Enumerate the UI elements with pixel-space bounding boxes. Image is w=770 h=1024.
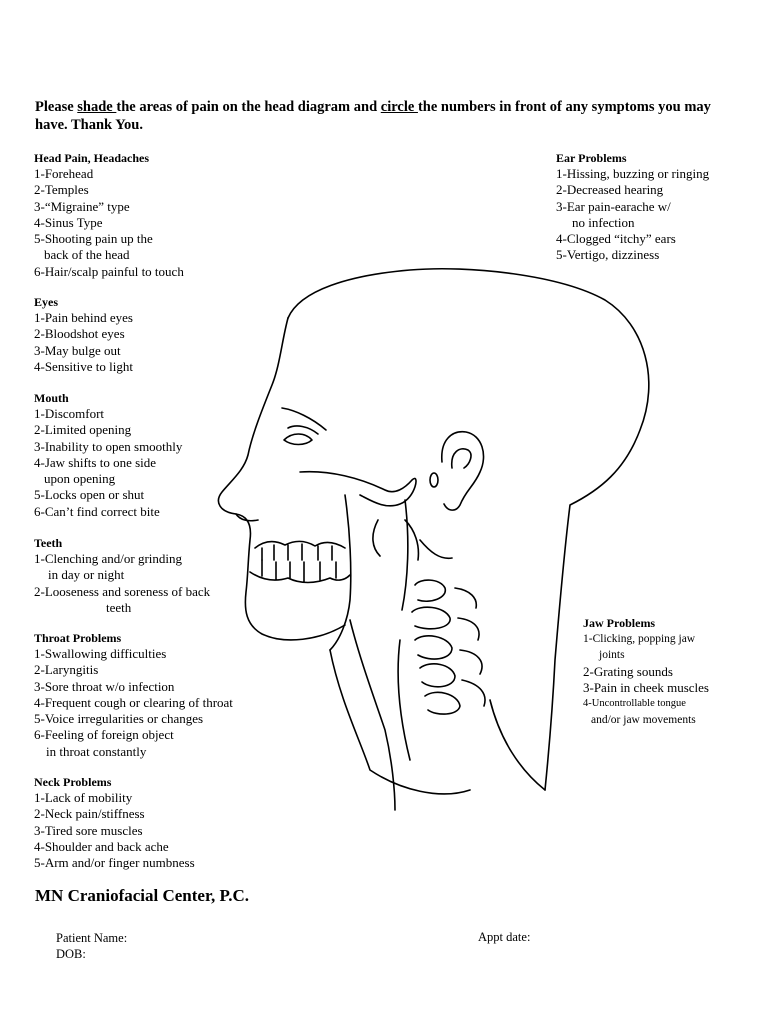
upper-teeth: [255, 541, 345, 560]
instructions: Please shade the areas of pain on the head diagram and circle the numbers in front of any symptoms you may have. Thank You.: [35, 99, 711, 133]
teeth-section: [34, 535, 210, 616]
jaw-item-4[interactable]: 4-Uncontrollable tongue: [583, 698, 686, 710]
throat: [350, 620, 410, 810]
mouth-item-2[interactable]: 2-Limited opening: [34, 422, 132, 438]
cheek-bone: [300, 472, 416, 506]
head-pain-item-1[interactable]: 1-Forehead: [34, 166, 94, 181]
jaw-item-4-cont: and/or jaw movements: [591, 714, 696, 727]
eyes-item-1[interactable]: 1-Pain behind eyes: [34, 310, 133, 325]
appt-date-label[interactable]: Appt date:: [478, 930, 531, 944]
ear-item-4[interactable]: 4-Clogged “itchy” ears: [556, 231, 676, 247]
jaw-section: [583, 615, 709, 729]
mouth-item-6[interactable]: 6-Can’t find correct bite: [34, 503, 160, 519]
head-pain-item-5[interactable]: 5-Shooting pain up the: [34, 231, 153, 247]
mouth-item-5[interactable]: 5-Locks open or shut: [34, 487, 145, 503]
teeth-item-2[interactable]: 2-Looseness and soreness of back: [34, 583, 211, 599]
mouth-item-1[interactable]: 1-Discomfort: [34, 406, 105, 421]
eyes-item-4[interactable]: 4-Sensitive to light: [34, 358, 133, 374]
jaw-item-3[interactable]: 3-Pain in cheek muscles: [583, 679, 709, 695]
circle-word: circle: [380, 99, 418, 115]
neck-front: [330, 650, 470, 794]
lower-teeth: [250, 560, 350, 583]
eyes-item-2[interactable]: 2-Bloodshot eyes: [34, 326, 125, 342]
teeth-title: Teeth: [34, 536, 63, 550]
jaw-item-1[interactable]: 1-Clicking, popping jaw: [583, 633, 696, 645]
ear-item-2[interactable]: 2-Decreased hearing: [556, 182, 664, 198]
eyes-item-3[interactable]: 3-May bulge out: [34, 342, 121, 358]
throat-item-4[interactable]: 4-Frequent cough or clearing of throat: [34, 694, 233, 710]
neck-section: [34, 774, 195, 871]
head-pain-title: Head Pain, Headaches: [34, 151, 150, 165]
throat-section: [34, 630, 233, 760]
throat-item-5[interactable]: 5-Voice irregularities or changes: [34, 711, 204, 727]
mouth-section: [34, 390, 182, 520]
head-pain-section: [34, 150, 184, 280]
mouth-item-4[interactable]: 4-Jaw shifts to one side: [34, 454, 157, 470]
head-pain-item-2[interactable]: 2-Temples: [34, 182, 89, 198]
ear-item-5[interactable]: 5-Vertigo, dizziness: [556, 247, 660, 263]
jaw-title: Jaw Problems: [583, 616, 656, 630]
neck-item-1[interactable]: 1-Lack of mobility: [34, 790, 133, 805]
shade-word: shade: [77, 99, 117, 115]
clinic-name: MN Craniofacial Center, P.C.: [35, 886, 250, 905]
teeth-item-1-cont: in day or night: [48, 567, 125, 583]
head-pain-item-4[interactable]: 4-Sinus Type: [34, 214, 103, 230]
neck-item-4[interactable]: 4-Shoulder and back ache: [34, 838, 169, 854]
throat-item-1[interactable]: 1-Swallowing difficulties: [34, 646, 167, 661]
mouth-item-3[interactable]: 3-Inability to open smoothly: [34, 438, 183, 454]
ear-item-1[interactable]: 1-Hissing, buzzing or ringing: [556, 166, 710, 181]
jaw-item-1-cont: joints: [599, 649, 625, 662]
jaw-item-2[interactable]: 2-Grating sounds: [583, 663, 673, 679]
throat-item-6[interactable]: 6-Feeling of foreign object: [34, 727, 174, 743]
ear-section: [556, 150, 709, 264]
cervical-spine: [412, 580, 460, 714]
ear-item-3-cont: no infection: [572, 214, 635, 230]
throat-item-6-cont: in throat constantly: [46, 743, 147, 759]
ear-canal: [430, 473, 438, 487]
teeth-item-2-cont: teeth: [106, 599, 132, 615]
teeth-item-1[interactable]: 1-Clenching and/or grinding: [34, 551, 183, 566]
ear: [442, 432, 484, 510]
dob-label[interactable]: DOB:: [56, 947, 86, 961]
neck-item-5[interactable]: 5-Arm and/or finger numbness: [34, 855, 195, 871]
face-profile: [218, 318, 345, 640]
neck-item-3[interactable]: 3-Tired sore muscles: [34, 822, 143, 838]
mouth-item-4-cont: upon opening: [44, 471, 116, 487]
mouth-title: Mouth: [34, 391, 69, 405]
throat-item-2[interactable]: 2-Laryngitis: [34, 662, 99, 678]
throat-title: Throat Problems: [34, 631, 122, 645]
neck-item-2[interactable]: 2-Neck pain/stiffness: [34, 806, 145, 822]
head-pain-item-6[interactable]: 6-Hair/scalp painful to touch: [34, 263, 184, 279]
eyes-section: [34, 294, 133, 375]
ear-item-3[interactable]: 3-Ear pain-earache w/: [556, 198, 671, 214]
eye: [284, 434, 312, 445]
ear-title: Ear Problems: [556, 151, 627, 165]
head-pain-item-5-cont: back of the head: [44, 247, 130, 263]
throat-item-3[interactable]: 3-Sore throat w/o infection: [34, 678, 175, 694]
patient-info: [56, 930, 127, 962]
patient-name-label[interactable]: Patient Name:: [56, 931, 128, 945]
eyes-title: Eyes: [34, 295, 58, 309]
head-pain-item-3[interactable]: 3-“Migraine” type: [34, 198, 130, 214]
neck-title: Neck Problems: [34, 775, 112, 789]
